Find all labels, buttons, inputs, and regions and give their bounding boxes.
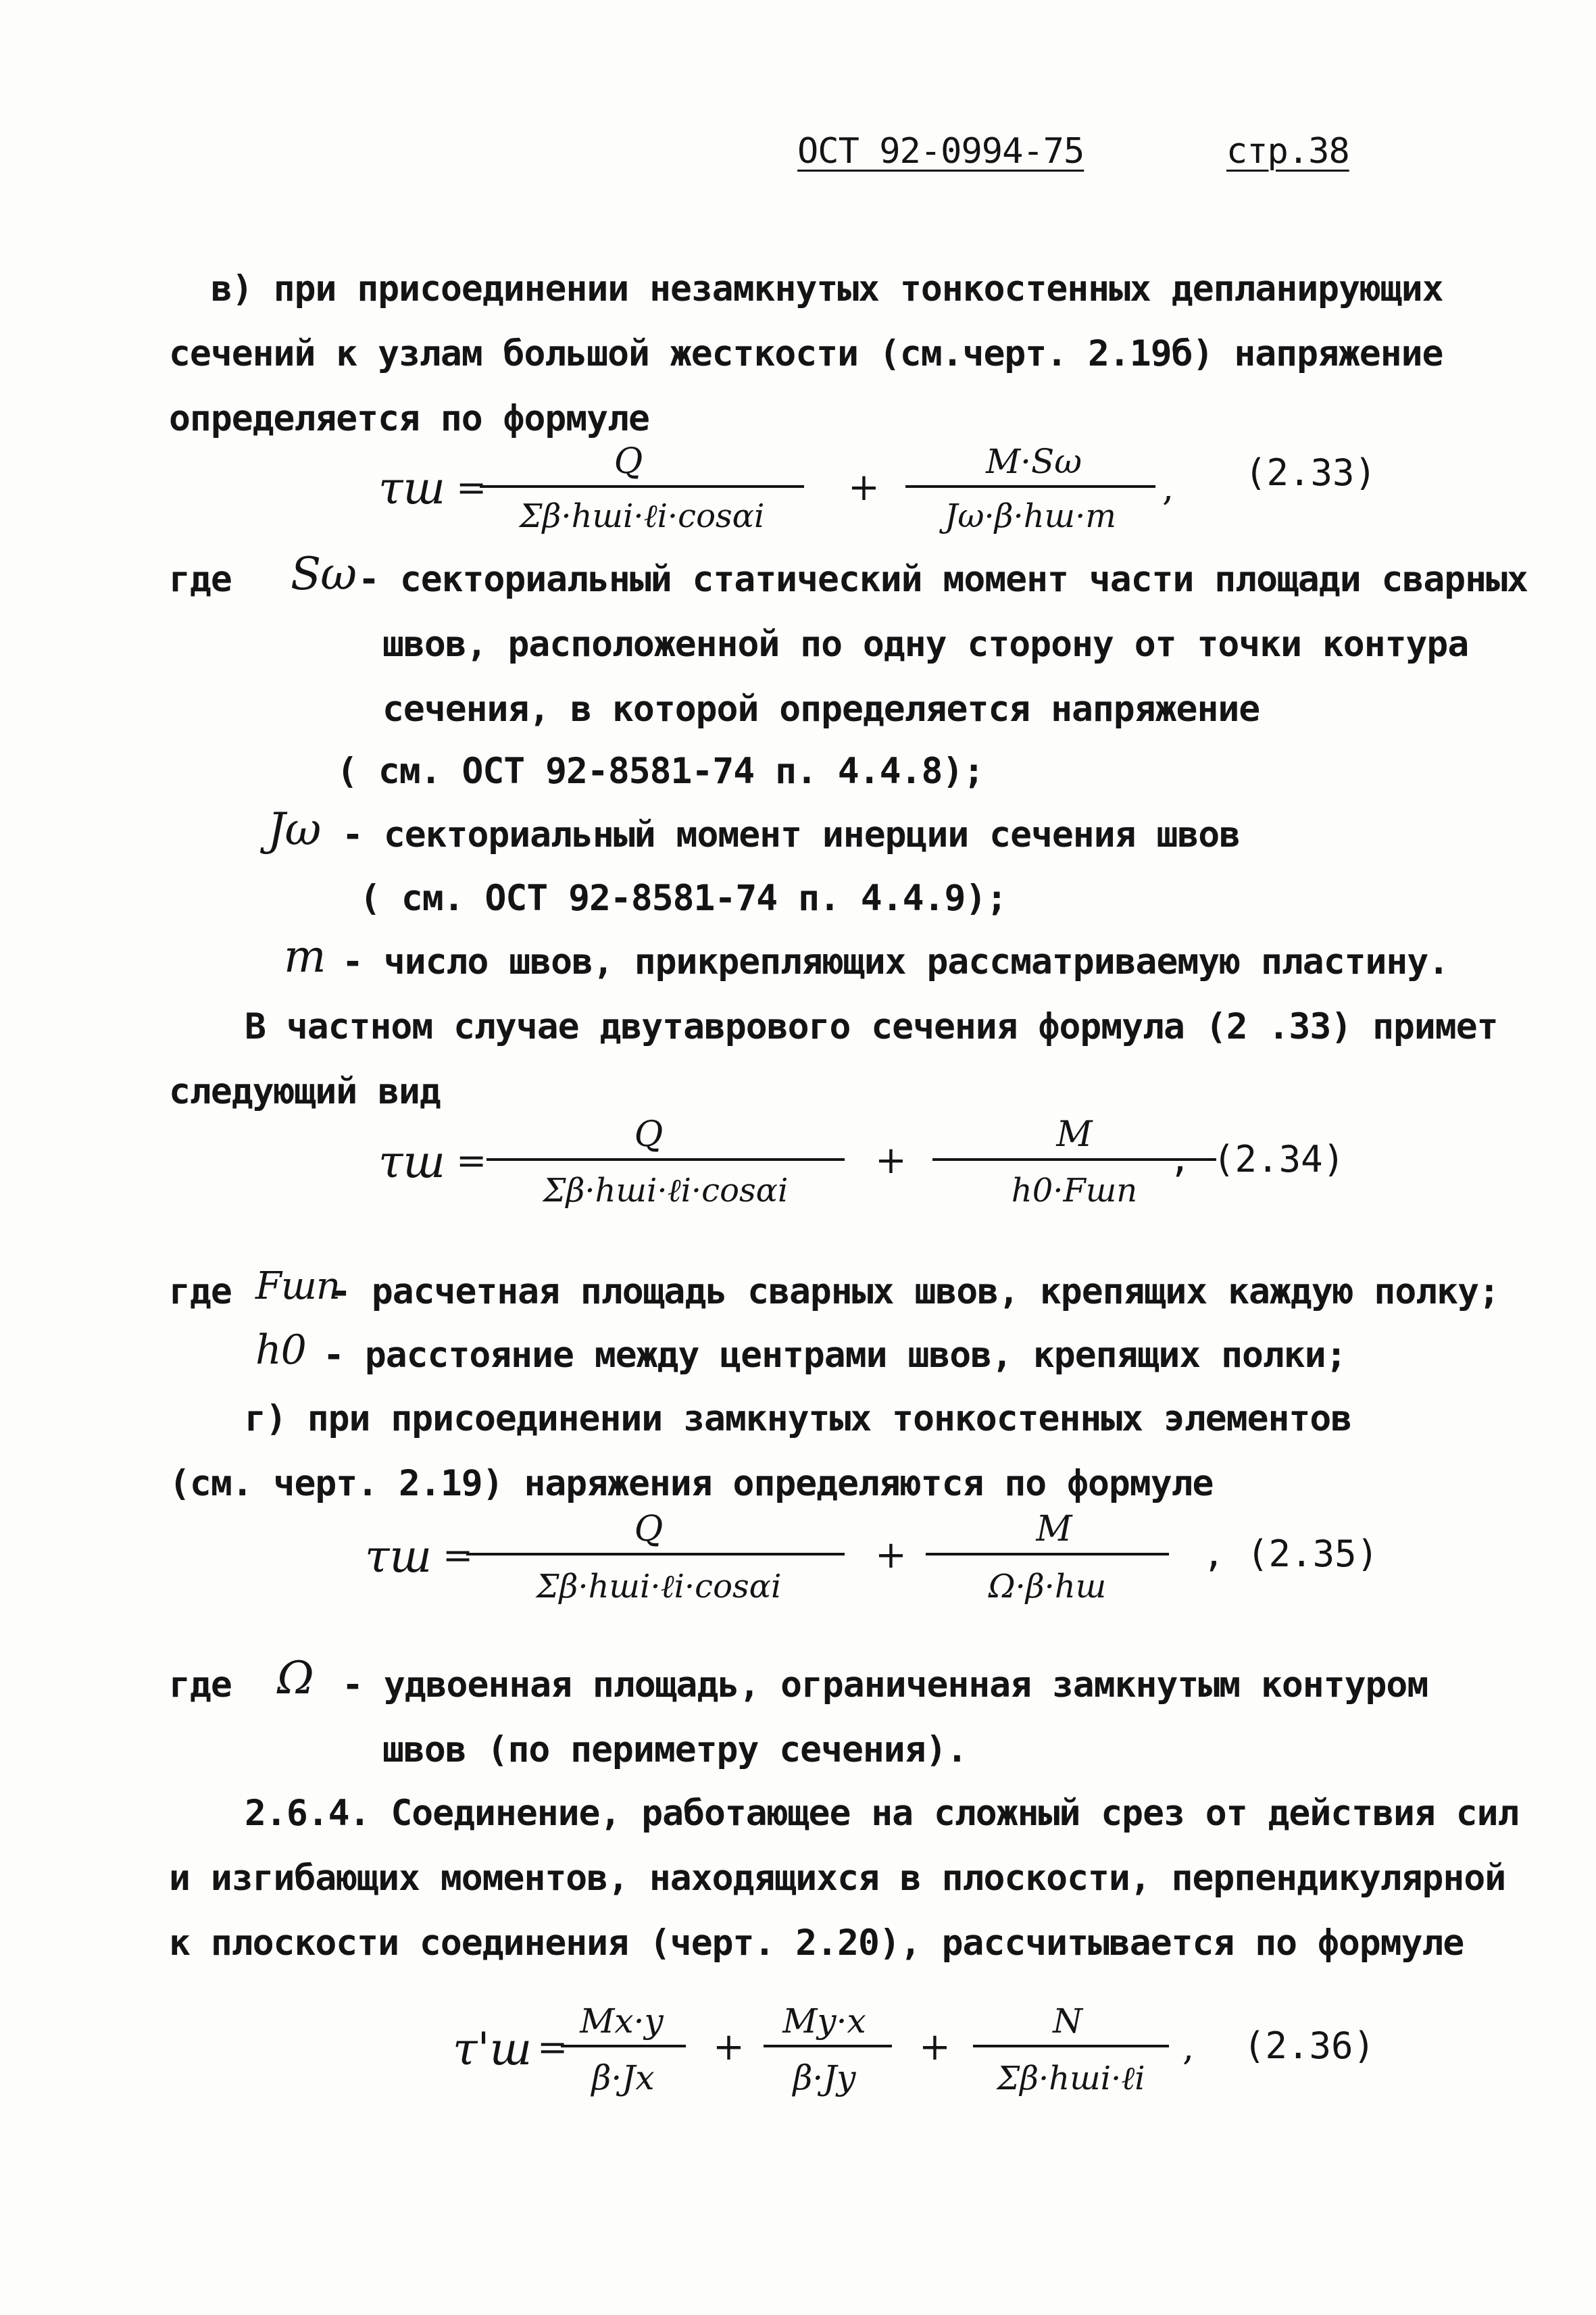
j-omega-ref: ( см. ОСТ 92-8581-74 п. 4.4.9); bbox=[359, 878, 1007, 919]
para-g-line-2: (см. черт. 2.19) наряжения определяются по формуле bbox=[169, 1463, 1214, 1504]
eq-2-36-frac2-den: β·Jy bbox=[793, 2058, 856, 2097]
para-264-line-2: и изгибающих моментов, находящихся в плоскости, перпендикулярной bbox=[169, 1858, 1506, 1899]
svg-text:=: = bbox=[456, 1139, 487, 1182]
eq-2-36-frac3-den: Σβ·hшi·ℓi bbox=[997, 2060, 1145, 2097]
eq-2-35-frac2-den: Ω·β·hш bbox=[988, 1568, 1107, 1605]
eq-2-33-number: (2.33) bbox=[1245, 451, 1377, 494]
s-omega-def-1: - секториальный статический момент части площади сварных bbox=[358, 559, 1528, 600]
eq-2-33-frac1-num: Q bbox=[614, 441, 643, 482]
eq-2-34-frac2-num: M bbox=[1056, 1114, 1093, 1155]
eq-2-36-plus-1: + bbox=[713, 2025, 745, 2069]
para-v-line-2: сечений к узлам большой жесткости (см.черт. 2.19б) напряжение bbox=[169, 333, 1443, 374]
para-v-line-1: в) при присоединении незамкнутых тонкостенных депланирующих bbox=[211, 268, 1443, 309]
eq-2-36-lhs: τ'ш bbox=[453, 2023, 532, 2075]
svg-text:,: , bbox=[1182, 2026, 1195, 2068]
m-def: - число швов, прикрепляющих рассматриваемую пластину. bbox=[342, 941, 1449, 982]
where-2-gde: где bbox=[169, 1271, 232, 1312]
eq-2-34-lhs: τш bbox=[378, 1136, 446, 1188]
where-3-gde: где bbox=[169, 1664, 232, 1706]
para-v-line-3: определяется по формуле bbox=[169, 398, 649, 439]
eq-2-33-frac2-den: Jω·β·hш·m bbox=[945, 497, 1116, 535]
j-omega-symbol: Jω bbox=[268, 803, 321, 855]
eq-2-36-number: (2.36) bbox=[1243, 2024, 1376, 2067]
omega-symbol: Ω bbox=[277, 1652, 314, 1704]
eq-2-33-frac1-den: Σβ·hшi·ℓi·cosαi bbox=[519, 497, 765, 535]
equation-2-36 bbox=[446, 1987, 1230, 2108]
eq-2-33-frac2-num: M·Sω bbox=[985, 442, 1082, 481]
s-omega-ref: ( см. ОСТ 92-8581-74 п. 4.4.8); bbox=[336, 751, 984, 792]
page-header bbox=[797, 130, 1349, 173]
svg-text:=: = bbox=[456, 466, 487, 509]
eq-2-35-frac2-num: M bbox=[1036, 1509, 1072, 1549]
eq-2-33-plus: + bbox=[848, 466, 880, 509]
eq-2-33-lhs: τш bbox=[378, 462, 446, 514]
eq-2-34-frac1-num: Q bbox=[634, 1114, 664, 1155]
eq-2-35-frac1-den: Σβ·hшi·ℓi·cosαi bbox=[536, 1568, 782, 1605]
s-omega-def-2: швов, расположенной по одну сторону от точки контура bbox=[382, 624, 1469, 665]
s-omega-def-3: сечения, в которой определяется напряжение bbox=[382, 689, 1260, 730]
j-omega-def-1: - секториальный момент инерции сечения швов bbox=[342, 814, 1241, 855]
omega-def-2: швов (по периметру сечения). bbox=[382, 1729, 968, 1770]
eq-2-36-frac1-den: β·Jx bbox=[591, 2058, 655, 2097]
doc-code: ОСТ 92-0994-75 bbox=[797, 131, 1084, 172]
m-symbol: m bbox=[284, 930, 326, 982]
eq-2-35-number: , (2.35) bbox=[1203, 1533, 1379, 1575]
svg-text:,: , bbox=[1162, 466, 1174, 509]
equation-2-34 bbox=[365, 1103, 1243, 1218]
eq-2-35-plus: + bbox=[875, 1533, 907, 1577]
eq-2-36-frac2-num: My·x bbox=[782, 2001, 866, 2041]
where-1-gde: где bbox=[169, 559, 232, 600]
eq-2-36-plus-2: + bbox=[919, 2025, 951, 2069]
svg-text:=: = bbox=[443, 1534, 474, 1576]
eq-2-36-frac3-num: N bbox=[1053, 2001, 1082, 2041]
para-ibeam-line-2: следующий вид bbox=[169, 1071, 441, 1112]
eq-2-35-number-text: (2.35) bbox=[1247, 1533, 1379, 1575]
para-g-line-1: г) при присоединении замкнутых тонкостенных элементов bbox=[245, 1398, 1352, 1439]
eq-2-34-number-text: (2.34) bbox=[1213, 1138, 1345, 1180]
svg-text:=: = bbox=[537, 2026, 568, 2068]
f-symbol: Fшп bbox=[255, 1264, 340, 1308]
f-def: - расчетная площадь сварных швов, крепящих каждую полку; bbox=[330, 1271, 1499, 1312]
equation-2-35 bbox=[351, 1497, 1230, 1612]
para-264-line-1: 2.6.4. Соединение, работающее на сложный срез от действия сил bbox=[245, 1793, 1519, 1834]
eq-2-35-lhs: τш bbox=[365, 1530, 432, 1583]
page-number: стр.38 bbox=[1226, 131, 1349, 172]
h0-def: - расстояние между центрами швов, крепящих полки; bbox=[323, 1335, 1347, 1376]
eq-2-35-frac1-num: Q bbox=[634, 1509, 664, 1549]
eq-2-34-frac2-den: h0·Fшп bbox=[1011, 1172, 1138, 1210]
eq-2-34-number: , (2.34) bbox=[1169, 1138, 1345, 1180]
para-ibeam-line-1: В частном случае двутаврового сечения формула (2 .33) примет bbox=[245, 1006, 1498, 1047]
eq-2-34-frac1-den: Σβ·hшi·ℓi·cosαi bbox=[543, 1172, 789, 1210]
eq-2-34-plus: + bbox=[875, 1139, 907, 1183]
omega-def-1: - удвоенная площадь, ограниченная замкнутым контуром bbox=[342, 1664, 1428, 1706]
h0-symbol: h0 bbox=[255, 1326, 306, 1374]
eq-2-36-frac1-num: Mx·y bbox=[580, 2001, 664, 2041]
equation-2-33 bbox=[365, 432, 1243, 547]
para-264-line-3: к плоскости соединения (черт. 2.20), рассчитывается по формуле bbox=[169, 1922, 1464, 1964]
s-omega-symbol: Sω bbox=[291, 548, 357, 600]
